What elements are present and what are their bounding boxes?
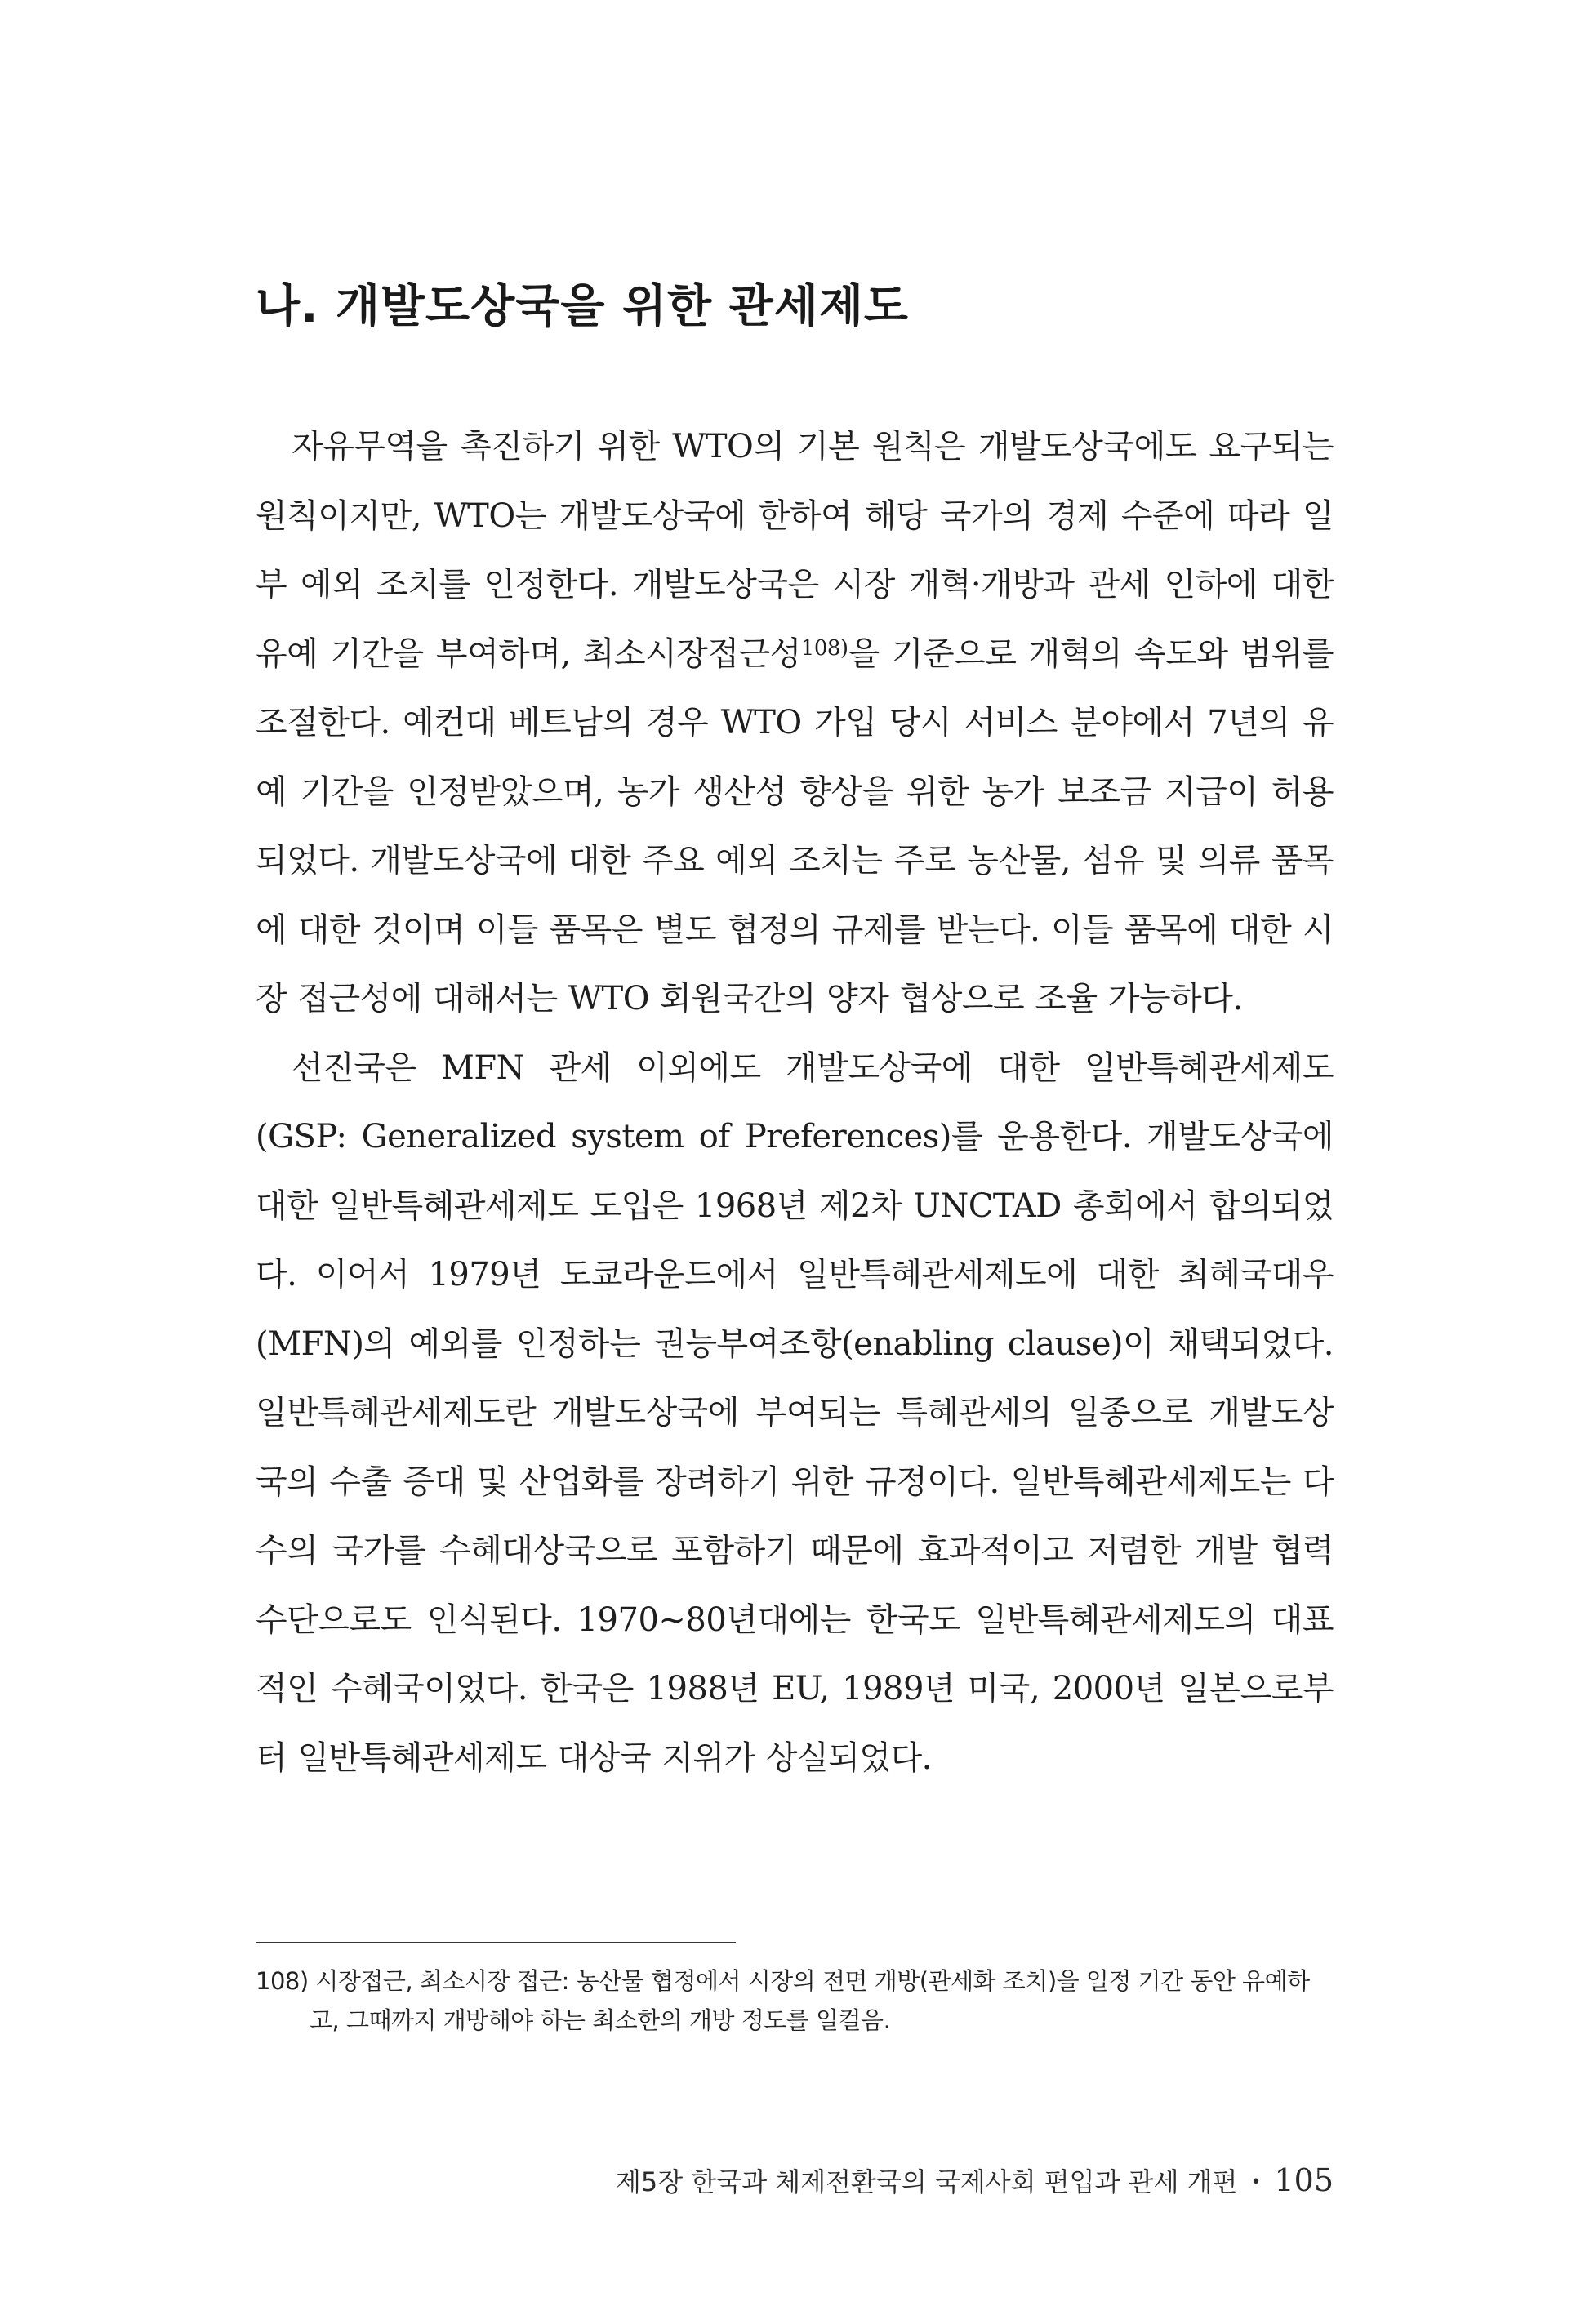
running-footer — [616, 2161, 1334, 2202]
paragraph-text: 자유무역을 촉진하기 위한 WTO의 기본 원칙은 개발도상국에도 요구되는 원칙이지만, WTO는 개발도상국에 한하여 해당 국가의 경제 수준에 따라 일부 예외 조치를 인정한다. 개발도상국은 시장 개혁·개방과 관세 인하에 대한 유예 기간을 부여하며, 최소시장접근성 — [256, 428, 1334, 673]
running-title: 제5장 한국과 체제전환국의 국제사회 편입과 관세 개편 — [616, 2166, 1238, 2197]
footnote — [256, 1961, 1334, 2040]
page-number: 105 — [1274, 2162, 1334, 2198]
footer-separator: • — [1250, 2172, 1262, 2193]
footnote-divider — [256, 1942, 736, 1943]
paragraph-gsp: 선진국은 MFN 관세 이외에도 개발도상국에 대한 일반특혜관세제도(GSP: Generalized system of Preferences)를 운용한다. 개발도상국에 대한 일반특혜관세제도 도입은 1968년 제2차 UNCTAD 총회에서 합의되었다. 이어서 1979년 도쿄라운드에서 일반특혜관세제도에 대한 최혜국대우(MFN)의 예외를 인정하는 권능부여조항(enabling clause)이 채택되었다. 일반특혜관세제도란 개발도상국에 부여되는 특혜관세의 일종으로 개발도상국의 수출 증대 및 산업화를 장려하기 위한 규정이다. 일반특혜관세제도는 다수의 국가를 수혜대상국으로 포함하기 때문에 효과적이고 저렴한 개발 협력 수단으로도 인식된다. 1970~80년대에는 한국도 일반특혜관세제도의 대표적인 수혜국이었다. 한국은 1988년 EU, 1989년 미국, 2000년 일본으로부터 일반특혜관세제도 대상국 지위가 상실되었다. — [256, 1048, 1334, 1777]
section-heading: 나. 개발도상국을 위한 관세제도 — [256, 280, 910, 333]
body-text — [256, 412, 1334, 1792]
paragraph-text: 을 기준으로 개혁의 속도와 범위를 조절한다. 예컨대 베트남의 경우 WTO 가입 당시 서비스 분야에서 7년의 유예 기간을 인정받았으며, 농가 생산성 향상을 위한 농가 보조금 지급이 허용되었다. 개발도상국에 대한 주요 예외 조치는 주로 농산물, 섬유 및 의류 품목에 대한 것이며 이들 품목은 별도 협정의 규제를 받는다. 이들 품목에 대한 시장 접근성에 대해서는 WTO 회원국간의 양자 협상으로 조율 가능하다. — [256, 634, 1334, 1017]
footnote-reference[interactable]: 108) — [800, 635, 848, 661]
footnote-108: 108) 시장접근, 최소시장 접근: 농산물 협정에서 시장의 전면 개방(관세화 조치)을 일정 기간 동안 유예하고, 그때까지 개방해야 하는 최소한의 개방 정도를 일컬음. — [256, 1967, 1310, 2034]
paragraph-wto-developing-countries — [256, 412, 1334, 1034]
